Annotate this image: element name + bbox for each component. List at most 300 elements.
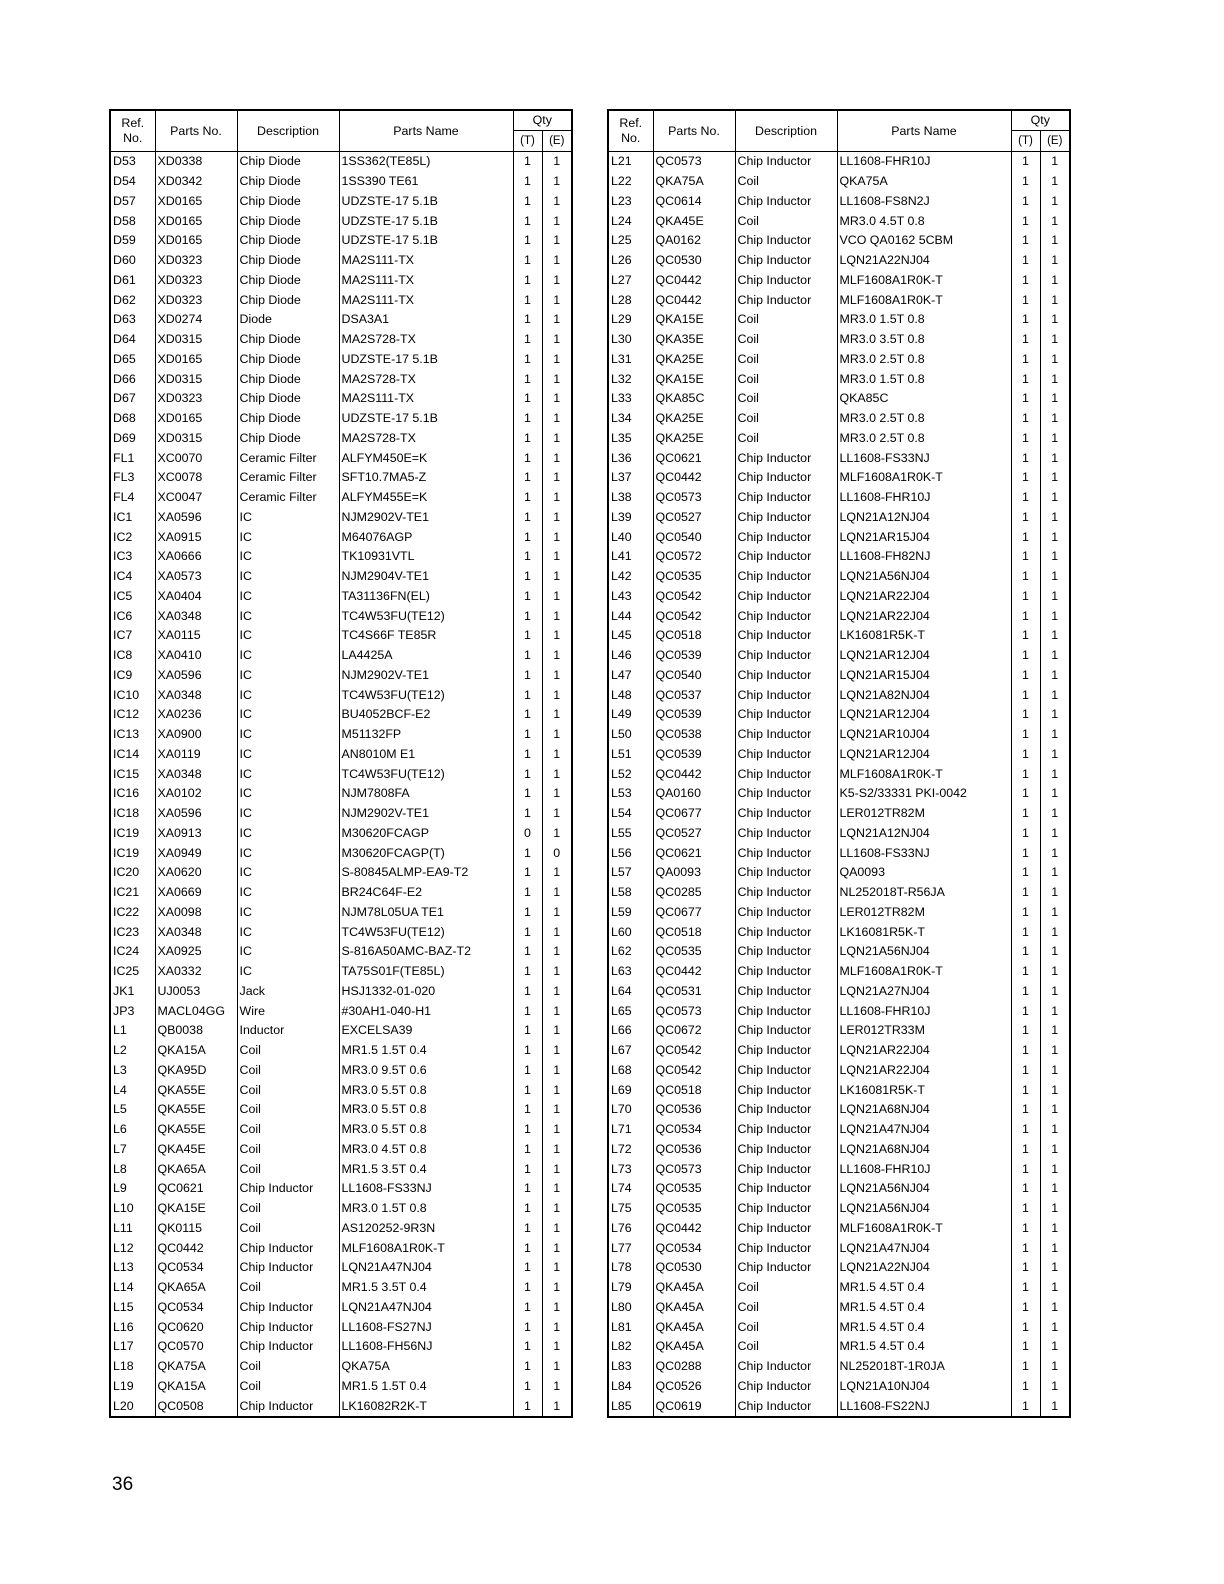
parts-table-right [607,109,1071,1418]
ref-no-cell: JK1 [110,982,155,1002]
parts-no-cell: QC0677 [653,903,735,923]
qty-t-cell: 1 [513,863,542,883]
ref-no-cell: L23 [608,192,653,212]
description-cell: Coil [735,310,837,330]
qty-t-cell: 1 [1011,626,1040,646]
table-row [110,468,572,488]
ref-no-cell: L71 [608,1120,653,1140]
qty-e-cell: 1 [542,666,572,686]
qty-t-cell: 1 [513,705,542,725]
table-row [608,1100,1070,1120]
qty-e-cell: 1 [542,271,572,291]
parts-name-cell: LQN21A12NJ04 [837,508,1011,528]
ref-no-cell: IC20 [110,863,155,883]
parts-name-cell: LL1608-FH56NJ [339,1337,513,1357]
qty-e-cell: 1 [542,1377,572,1397]
qty-e-cell: 1 [1040,1061,1070,1081]
parts-no-cell: QC0540 [653,527,735,547]
parts-name-cell: QKA75A [339,1357,513,1377]
parts-name-cell: TC4W53FU(TE12) [339,685,513,705]
parts-no-cell: QC0518 [653,922,735,942]
qty-t-cell: 1 [513,1219,542,1239]
qty-t-cell: 1 [1011,1100,1040,1120]
ref-no-cell: L54 [608,804,653,824]
qty-t-cell: 1 [1011,804,1040,824]
ref-no-cell: L20 [110,1396,155,1417]
description-cell: Ceramic Filter [237,448,339,468]
description-cell: Chip Inductor [735,1159,837,1179]
table-row [608,1337,1070,1357]
parts-name-cell: HSJ1332-01-020 [339,982,513,1002]
qty-t-cell: 1 [1011,1179,1040,1199]
qty-e-cell: 1 [1040,468,1070,488]
qty-t-cell: 1 [1011,922,1040,942]
table-row [608,962,1070,982]
parts-name-cell: M64076AGP [339,527,513,547]
table-row [608,429,1070,449]
ref-no-cell: L27 [608,271,653,291]
table-row [110,1219,572,1239]
qty-t-cell: 1 [1011,350,1040,370]
parts-name-cell: TA75S01F(TE85L) [339,962,513,982]
qty-t-cell: 1 [1011,290,1040,310]
parts-name-cell: UDZSTE-17 5.1B [339,211,513,231]
qty-e-cell: 1 [1040,251,1070,271]
page-number: 36 [112,1474,134,1495]
ref-no-cell: L66 [608,1021,653,1041]
ref-no-cell: L38 [608,488,653,508]
parts-name-cell: LK16081R5K-T [837,1080,1011,1100]
table-row [608,1179,1070,1199]
parts-no-cell: QC0677 [653,804,735,824]
table-row [110,1080,572,1100]
qty-t-cell: 1 [513,152,542,172]
description-cell: Coil [735,211,837,231]
qty-e-cell: 1 [1040,172,1070,192]
qty-e-cell: 1 [542,310,572,330]
qty-e-cell: 1 [1040,271,1070,291]
parts-table-left [109,109,573,1418]
ref-no-cell: D57 [110,192,155,212]
table-row [608,1140,1070,1160]
parts-no-cell: QC0614 [653,192,735,212]
parts-no-cell: QKA75A [155,1357,237,1377]
description-cell: Chip Inductor [735,745,837,765]
qty-t-cell: 1 [513,1080,542,1100]
parts-no-cell: QKA15A [155,1041,237,1061]
qty-t-cell: 1 [1011,251,1040,271]
parts-no-cell: QC0542 [653,606,735,626]
parts-no-cell: QC0573 [653,1159,735,1179]
qty-e-cell: 1 [1040,330,1070,350]
qty-e-cell: 1 [1040,527,1070,547]
qty-e-cell: 1 [542,764,572,784]
qty-e-cell: 1 [542,1001,572,1021]
table-row [110,310,572,330]
description-cell: Coil [237,1120,339,1140]
table-row [110,1396,572,1417]
table-row [608,310,1070,330]
ref-no-cell: L8 [110,1159,155,1179]
parts-no-cell: QC0285 [653,883,735,903]
table-row [110,962,572,982]
ref-no-cell: L29 [608,310,653,330]
ref-no-cell: IC4 [110,567,155,587]
qty-e-cell: 1 [542,508,572,528]
parts-name-cell: LK16082R2K-T [339,1396,513,1417]
parts-name-cell: QKA85C [837,389,1011,409]
qty-t-cell: 1 [513,508,542,528]
description-cell: Chip Inductor [735,587,837,607]
description-cell: Coil [735,172,837,192]
parts-name-cell: M30620FCAGP(T) [339,843,513,863]
ref-no-cell: D69 [110,429,155,449]
qty-e-cell: 1 [542,1061,572,1081]
header-parts-no: Parts No. [653,110,735,152]
table-row [110,547,572,567]
ref-no-cell: L31 [608,350,653,370]
description-cell: IC [237,764,339,784]
table-row [110,883,572,903]
ref-no-cell: L9 [110,1179,155,1199]
qty-t-cell: 1 [513,1377,542,1397]
qty-t-cell: 1 [513,587,542,607]
qty-t-cell: 1 [1011,330,1040,350]
description-cell: Coil [735,429,837,449]
ref-no-cell: JP3 [110,1001,155,1021]
parts-no-cell: QB0038 [155,1021,237,1041]
table-row [110,863,572,883]
qty-e-cell: 1 [542,587,572,607]
qty-t-cell: 1 [1011,1258,1040,1278]
qty-t-cell: 1 [1011,1159,1040,1179]
parts-no-cell: XA0915 [155,527,237,547]
qty-t-cell: 1 [513,231,542,251]
table-row [608,1258,1070,1278]
qty-e-cell: 1 [542,1238,572,1258]
qty-t-cell: 1 [513,804,542,824]
table-row [608,1396,1070,1417]
table-row [608,251,1070,271]
parts-name-cell: LQN21A22NJ04 [837,251,1011,271]
ref-no-cell: IC18 [110,804,155,824]
qty-e-cell: 1 [542,626,572,646]
table-row [608,271,1070,291]
parts-name-cell: LL1608-FS33NJ [339,1179,513,1199]
table-row [110,1100,572,1120]
description-cell: Chip Inductor [735,468,837,488]
description-cell: Chip Diode [237,271,339,291]
parts-name-cell: LER012TR82M [837,804,1011,824]
parts-name-cell: MR1.5 4.5T 0.4 [837,1298,1011,1318]
parts-name-cell: LQN21AR15J04 [837,666,1011,686]
description-cell: Chip Inductor [735,1199,837,1219]
table-row [110,389,572,409]
parts-name-cell: MR3.0 5.5T 0.8 [339,1100,513,1120]
ref-no-cell: L1 [110,1021,155,1041]
parts-name-cell: UDZSTE-17 5.1B [339,192,513,212]
parts-no-cell: QKA45E [653,211,735,231]
parts-no-cell: XD0165 [155,211,237,231]
table-row [110,527,572,547]
parts-name-cell: TC4W53FU(TE12) [339,606,513,626]
table-row [608,1061,1070,1081]
description-cell: Chip Inductor [735,1140,837,1160]
parts-no-cell: QKA15E [155,1199,237,1219]
ref-no-cell: L5 [110,1100,155,1120]
ref-no-cell: L73 [608,1159,653,1179]
parts-no-cell: QC0536 [653,1100,735,1120]
parts-no-cell: XA0119 [155,745,237,765]
ref-no-cell: L60 [608,922,653,942]
description-cell: Chip Inductor [237,1337,339,1357]
qty-t-cell: 1 [1011,1377,1040,1397]
parts-name-cell: MLF1608A1R0K-T [339,1238,513,1258]
ref-no-cell: L6 [110,1120,155,1140]
qty-t-cell: 1 [1011,942,1040,962]
parts-name-cell: MR3.0 3.5T 0.8 [837,330,1011,350]
ref-no-cell: IC1 [110,508,155,528]
parts-no-cell: QC0537 [653,685,735,705]
table-row [608,527,1070,547]
description-cell: Chip Inductor [735,903,837,923]
parts-name-cell: MLF1608A1R0K-T [837,1219,1011,1239]
qty-t-cell: 1 [1011,784,1040,804]
parts-no-cell: QC0621 [653,843,735,863]
description-cell: Chip Diode [237,290,339,310]
table-row [608,883,1070,903]
parts-no-cell: QC0535 [653,1199,735,1219]
parts-name-cell: LA4425A [339,646,513,666]
qty-e-cell: 1 [542,152,572,172]
parts-no-cell: QKA15A [155,1377,237,1397]
parts-no-cell: XC0070 [155,448,237,468]
ref-no-cell: L40 [608,527,653,547]
table-row [110,1199,572,1219]
qty-e-cell: 1 [542,745,572,765]
ref-no-cell: FL1 [110,448,155,468]
parts-no-cell: QKA95D [155,1061,237,1081]
parts-name-cell: NJM2902V-TE1 [339,508,513,528]
qty-e-cell: 1 [1040,1298,1070,1318]
ref-no-cell: L18 [110,1357,155,1377]
description-cell: Chip Inductor [735,1120,837,1140]
parts-name-cell: LL1608-FH82NJ [837,547,1011,567]
parts-no-cell: QC0542 [653,1061,735,1081]
table-row [608,547,1070,567]
qty-e-cell: 1 [1040,211,1070,231]
description-cell: Coil [237,1377,339,1397]
ref-no-cell: L82 [608,1337,653,1357]
ref-no-cell: IC24 [110,942,155,962]
ref-no-cell: L48 [608,685,653,705]
description-cell: Coil [237,1219,339,1239]
parts-name-cell: LQN21A47NJ04 [837,1238,1011,1258]
table-row [110,508,572,528]
parts-no-cell: QKA45A [653,1298,735,1318]
qty-e-cell: 1 [1040,942,1070,962]
qty-e-cell: 1 [542,1041,572,1061]
qty-e-cell: 1 [1040,745,1070,765]
ref-no-cell: D53 [110,152,155,172]
parts-name-cell: QKA75A [837,172,1011,192]
qty-t-cell: 1 [513,1041,542,1061]
description-cell: Chip Inductor [735,1219,837,1239]
parts-name-cell: NJM78L05UA TE1 [339,903,513,923]
qty-e-cell: 1 [542,350,572,370]
description-cell: Chip Inductor [735,152,837,172]
description-cell: Chip Inductor [735,290,837,310]
parts-name-cell: ALFYM450E=K [339,448,513,468]
table-row [608,922,1070,942]
qty-e-cell: 1 [1040,1140,1070,1160]
qty-e-cell: 1 [1040,1199,1070,1219]
description-cell: Chip Inductor [735,1021,837,1041]
parts-no-cell: QC0530 [653,251,735,271]
parts-no-cell: UJ0053 [155,982,237,1002]
table-row [608,646,1070,666]
table-row [110,824,572,844]
parts-name-cell: MR1.5 3.5T 0.4 [339,1278,513,1298]
parts-no-cell: XC0047 [155,488,237,508]
qty-t-cell: 1 [1011,1021,1040,1041]
ref-no-cell: IC19 [110,824,155,844]
description-cell: Wire [237,1001,339,1021]
table-row [110,922,572,942]
qty-e-cell: 1 [542,211,572,231]
table-row [608,1159,1070,1179]
description-cell: Ceramic Filter [237,468,339,488]
header-qty-e: (E) [542,131,572,152]
parts-no-cell: XA0620 [155,863,237,883]
parts-no-cell: XA0348 [155,685,237,705]
ref-no-cell: L58 [608,883,653,903]
qty-t-cell: 1 [1011,863,1040,883]
qty-t-cell: 1 [513,1258,542,1278]
parts-no-cell: QKA35E [653,330,735,350]
qty-t-cell: 1 [1011,1317,1040,1337]
description-cell: Chip Inductor [735,547,837,567]
ref-no-cell: IC10 [110,685,155,705]
parts-name-cell: S-816A50AMC-BAZ-T2 [339,942,513,962]
qty-e-cell: 1 [1040,1021,1070,1041]
ref-no-cell: L7 [110,1140,155,1160]
description-cell: Coil [735,1278,837,1298]
table-row [608,685,1070,705]
parts-no-cell: XD0323 [155,251,237,271]
description-cell: IC [237,508,339,528]
table-row [608,1278,1070,1298]
ref-no-cell: L75 [608,1199,653,1219]
qty-t-cell: 1 [1011,982,1040,1002]
table-row [110,764,572,784]
qty-e-cell: 1 [542,1278,572,1298]
parts-name-cell: UDZSTE-17 5.1B [339,350,513,370]
qty-e-cell: 1 [1040,152,1070,172]
qty-e-cell: 1 [1040,350,1070,370]
qty-e-cell: 1 [542,468,572,488]
table-row [110,271,572,291]
qty-t-cell: 1 [513,725,542,745]
parts-name-cell: MR3.0 4.5T 0.8 [339,1140,513,1160]
table-row [110,705,572,725]
qty-t-cell: 1 [513,389,542,409]
ref-no-cell: L33 [608,389,653,409]
qty-t-cell: 1 [513,606,542,626]
table-row [110,152,572,172]
parts-no-cell: XA0949 [155,843,237,863]
table-row [110,1278,572,1298]
ref-no-cell: L65 [608,1001,653,1021]
description-cell: Coil [735,1298,837,1318]
table-row [608,192,1070,212]
parts-name-cell: MA2S728-TX [339,369,513,389]
qty-t-cell: 1 [513,1238,542,1258]
parts-name-cell: LQN21AR12J04 [837,745,1011,765]
description-cell: Chip Inductor [735,251,837,271]
qty-t-cell: 1 [513,1179,542,1199]
ref-no-cell: IC2 [110,527,155,547]
qty-t-cell: 1 [513,883,542,903]
parts-name-cell: NL252018T-1R0JA [837,1357,1011,1377]
qty-e-cell: 1 [542,606,572,626]
qty-e-cell: 1 [1040,488,1070,508]
ref-no-cell: L37 [608,468,653,488]
parts-no-cell: QKA25E [653,409,735,429]
description-cell: Chip Diode [237,152,339,172]
parts-no-cell: QC0539 [653,745,735,765]
parts-no-cell: XD0323 [155,290,237,310]
ref-no-cell: L28 [608,290,653,310]
qty-t-cell: 1 [1011,547,1040,567]
table-row [110,745,572,765]
table-row [110,1357,572,1377]
header-parts-name: Parts Name [837,110,1011,152]
qty-e-cell: 1 [542,1120,572,1140]
qty-t-cell: 1 [513,646,542,666]
description-cell: Chip Inductor [735,962,837,982]
description-cell: Chip Inductor [735,567,837,587]
parts-name-cell: LL1608-FS33NJ [837,448,1011,468]
qty-t-cell: 1 [513,1278,542,1298]
qty-t-cell: 1 [1011,1396,1040,1417]
parts-no-cell: XD0165 [155,192,237,212]
parts-no-cell: XA0573 [155,567,237,587]
qty-t-cell: 1 [1011,271,1040,291]
qty-t-cell: 1 [1011,567,1040,587]
parts-no-cell: QC0530 [653,1258,735,1278]
description-cell: Chip Inductor [735,646,837,666]
qty-e-cell: 1 [542,172,572,192]
parts-name-cell: MA2S111-TX [339,251,513,271]
description-cell: Coil [735,330,837,350]
parts-name-cell: QA0093 [837,863,1011,883]
parts-name-cell: LQN21AR12J04 [837,646,1011,666]
parts-no-cell: QKA15E [653,310,735,330]
ref-no-cell: L19 [110,1377,155,1397]
parts-name-cell: LL1608-FHR10J [837,1159,1011,1179]
parts-no-cell: XA0913 [155,824,237,844]
description-cell: Ceramic Filter [237,488,339,508]
parts-name-cell: M51132FP [339,725,513,745]
parts-no-cell: QKA85C [653,389,735,409]
ref-no-cell: IC9 [110,666,155,686]
qty-t-cell: 1 [513,567,542,587]
parts-name-cell: LQN21A56NJ04 [837,567,1011,587]
qty-t-cell: 1 [513,982,542,1002]
ref-no-cell: L43 [608,587,653,607]
header-qty: Qty [1011,110,1070,131]
